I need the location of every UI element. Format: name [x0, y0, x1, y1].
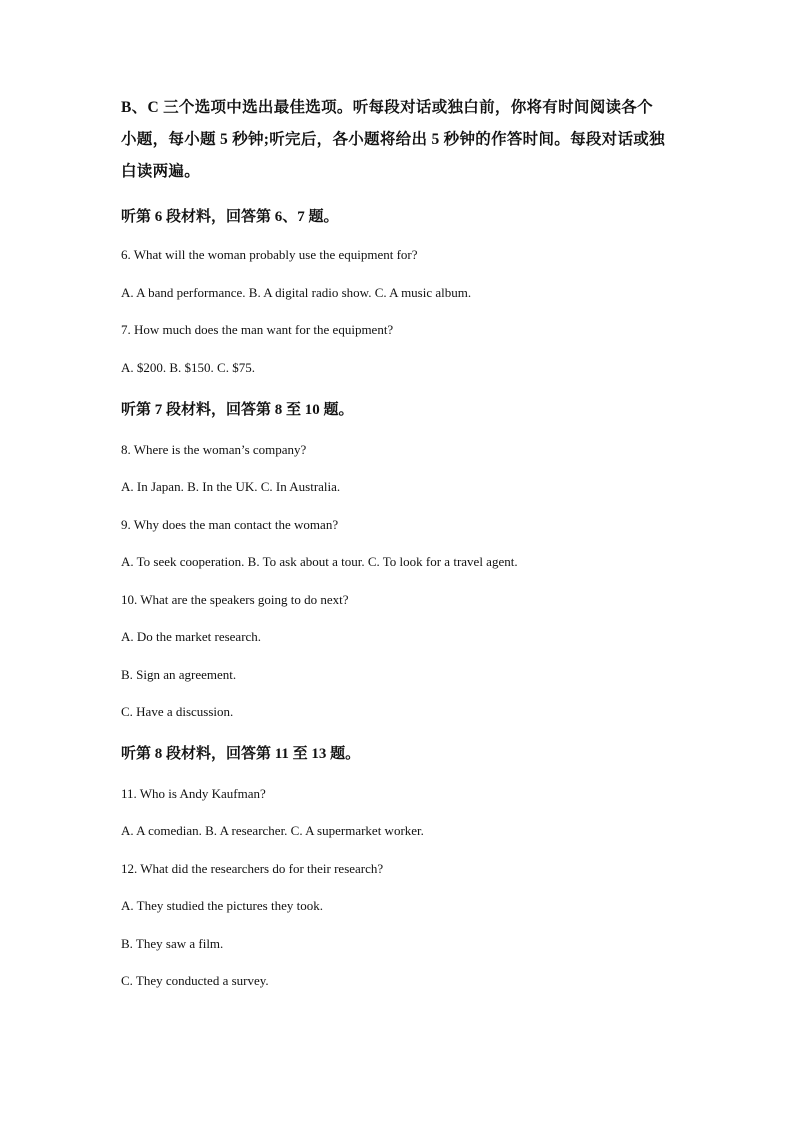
- question-12: 12. What did the researchers do for their research?: [121, 861, 384, 876]
- question-12-option-a: A. They studied the pictures they took.: [121, 898, 323, 913]
- question-11-options: A. A comedian. B. A researcher. C. A supermarket worker.: [121, 823, 424, 838]
- question-10-option-b: B. Sign an agreement.: [121, 667, 237, 682]
- question-7: 7. How much does the man want for the equipment?: [121, 322, 394, 337]
- section-8-heading: 听第 8 段材料，回答第 11 至 13 题。: [121, 746, 361, 762]
- question-6: 6. What will the woman probably use the equipment for?: [121, 247, 418, 262]
- question-11: 11. Who is Andy Kaufman?: [121, 786, 266, 801]
- question-6-options: A. A band performance. B. A digital radio show. C. A music album.: [121, 285, 472, 300]
- question-10: 10. What are the speakers going to do next?: [121, 592, 349, 607]
- question-10-option-c: C. Have a discussion.: [121, 704, 234, 719]
- question-12-option-c: C. They conducted a survey.: [121, 973, 269, 988]
- question-8: 8. Where is the woman’s company?: [121, 442, 307, 457]
- intro-line-3: 白读两遍。: [121, 163, 201, 180]
- question-9-options: A. To seek cooperation. B. To ask about a tour. C. To look for a travel agent.: [121, 554, 518, 569]
- section-7-heading: 听第 7 段材料，回答第 8 至 10 题。: [121, 402, 354, 418]
- question-10-option-a: A. Do the market research.: [121, 629, 262, 644]
- question-12-option-b: B. They saw a film.: [121, 936, 224, 951]
- question-7-options: A. $200. B. $150. C. $75.: [121, 360, 255, 375]
- section-6-heading: 听第 6 段材料，回答第 6、7 题。: [121, 209, 339, 225]
- question-9: 9. Why does the man contact the woman?: [121, 517, 339, 532]
- intro-line-2: 小题，每小题 5 秒钟;听完后，各小题将给出 5 秒钟的作答时间。每段对话或独: [121, 131, 665, 148]
- intro-line-1: B、C 三个选项中选出最佳选项。听每段对话或独白前，你将有时间阅读各个: [121, 99, 653, 116]
- question-8-options: A. In Japan. B. In the UK. C. In Australia.: [121, 479, 341, 494]
